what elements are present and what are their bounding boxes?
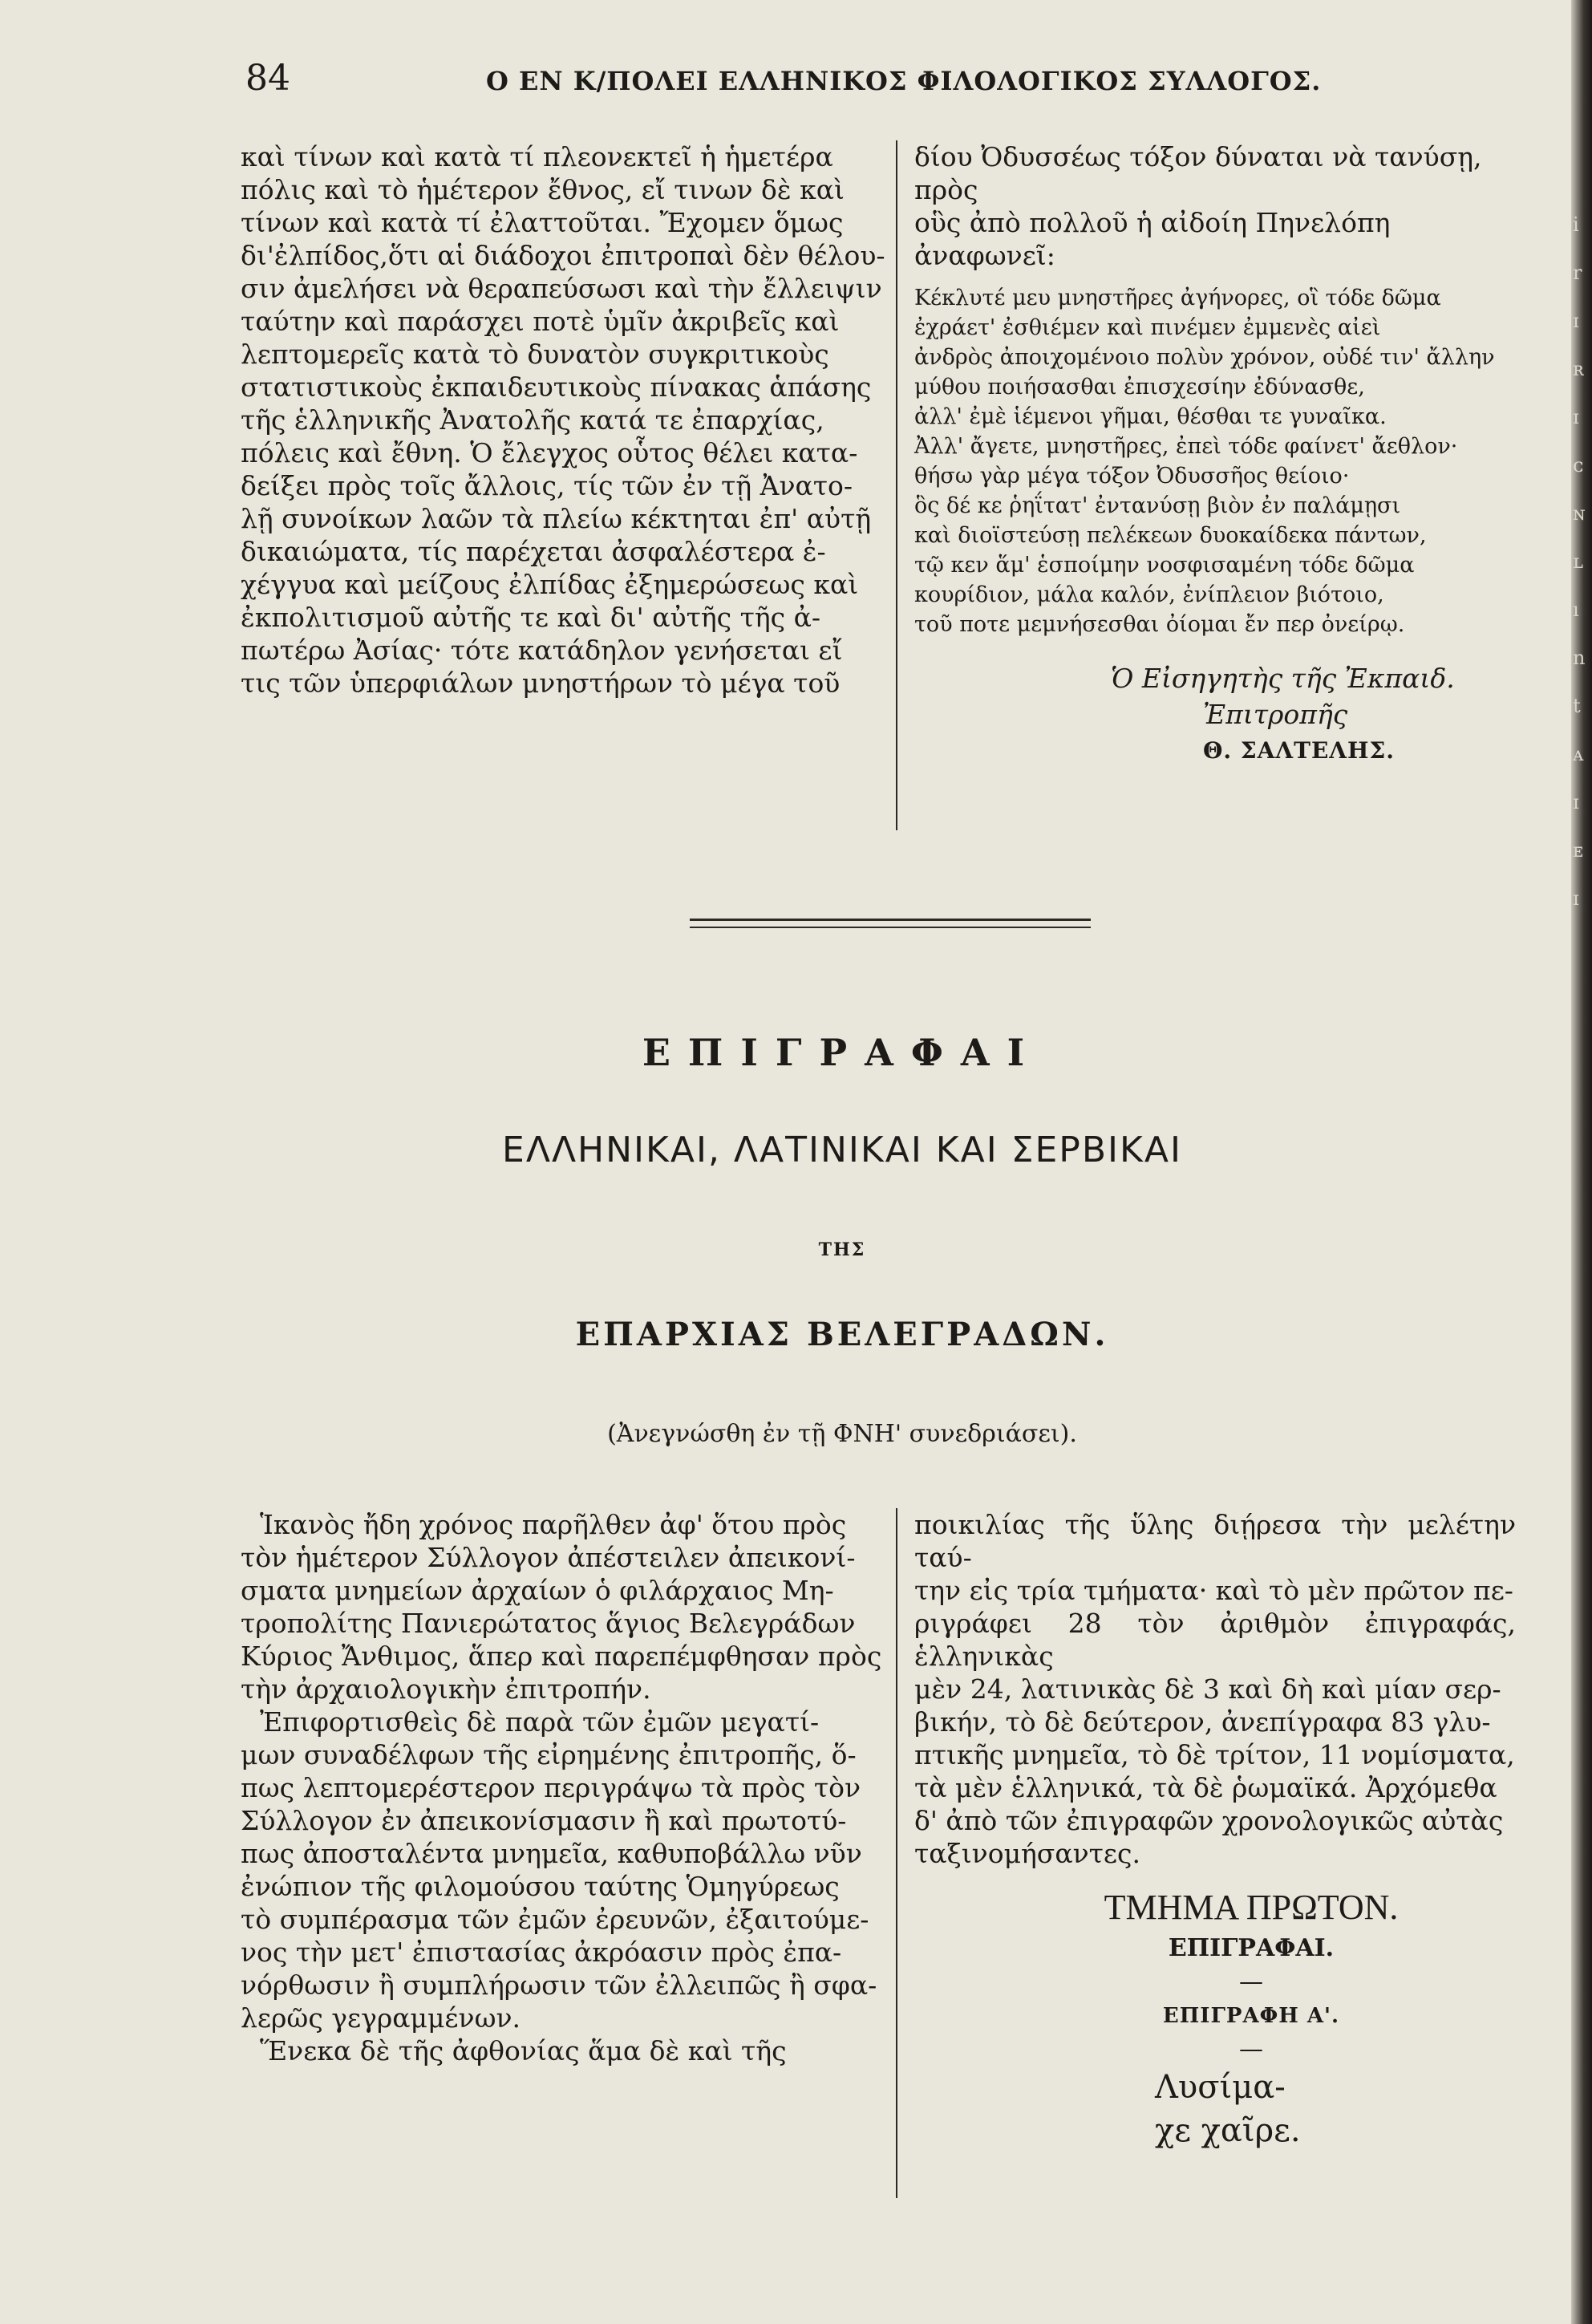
text-line: καὶ τίνων καὶ κατὰ τί πλεονεκτεῖ ἡ ἡμετέρα [241,141,833,172]
signature-block [914,660,1516,769]
text-line: ποικιλίας τῆς ὕλης διῄρεσα τὴν μελέτην ταύ- [914,1509,1516,1573]
dash-separator: — [1239,1968,1263,1996]
text-line: ταύτην καὶ παράσχει ποτὲ ὑμῖν ἀκριβεῖς καὶ [241,306,840,337]
edge-mark: ɴ [1573,502,1586,525]
text-line: ριγράφει 28 τὸν ἀριθμὸν ἐπιγραφάς, ἑλληνικὰς [914,1608,1516,1672]
column-divider [896,1508,897,2198]
text-line: τροπολίτης Πανιερώτατος ἅγιος Βελεγράδων [241,1608,856,1639]
edge-mark: t [1573,695,1581,717]
text-line: τὴν ἀρχαιολογικὴν ἐπιτροπήν. [241,1673,651,1705]
edge-mark: ı [1573,598,1579,621]
text-line: Σύλλογον ἐν ἀπεικονίσμασιν ἢ καὶ πρωτοτύ- [241,1805,847,1836]
signature-committee: Ἐπιτροπῆς [1203,699,1348,730]
edge-mark: ᴇ [1573,839,1584,862]
text-line: Ἱκανὸς ἤδη χρόνος παρῆλθεν ἀφ' ὅτου πρὸς [260,1509,847,1540]
text-line: την εἰς τρία τμήματα· καὶ τὸ μὲν πρῶτον πε- [914,1575,1513,1606]
text-line: τὰ μὲν ἑλληνικά, τὰ δὲ ῥωμαϊκά. Ἀρχόμεθα [914,1772,1497,1803]
text-line: σιν ἀμελήσει νὰ θεραπεύσωσι καὶ τὴν ἔλλειψιν [241,273,882,304]
verse-line: Ἀλλ' ἄγετε, μνηστῆρες, ἐπεὶ τόδε φαίνετ' ἄεθλον· [914,434,1458,459]
article-connector: ΤΗΣ [818,1239,866,1260]
edge-mark: r [1573,262,1582,284]
verse-line: ἀλλ' ἐμὲ ἱέμενοι γῆμαι, θέσθαι τε γυναῖκα. [914,404,1387,429]
verse-line: κουρίδιον, μάλα καλόν, ἐνίπλειον βιότοιο, [914,582,1384,607]
verse-line: ἐχράετ' ἐσθιέμεν καὶ πινέμεν ἐμμενὲς αἰεὶ [914,315,1381,340]
edge-mark: ɪ [1573,791,1579,813]
text-line: τῆς ἑλληνικῆς Ἀνατολῆς κατά τε ἐπαρχίας, [241,404,824,436]
signature-name: Θ. ΣΑΛΤΕΛΗΣ. [1203,737,1396,764]
verse-line: θήσω γὰρ μέγα τόξον Ὀδυσσῆος θείοιο· [914,464,1350,489]
section-subtitle: ΕΠΙΓΡΑΦΑΙ. [1168,1934,1335,1962]
text-line: πτικῆς μνημεῖα, τὸ δὲ τρίτον, 11 νομίσματα, [914,1739,1515,1770]
text-line: πωτέρω Ἀσίας· τότε κατάδηλον γενήσεται εἴ [241,635,843,666]
text-line: ταξινομήσαντες. [914,1838,1140,1869]
text-line: στατιστικοὺς ἐκπαιδευτικοὺς πίνακας ἁπάσης [241,371,872,403]
text-line: μὲν 24, λατινικὰς δὲ 3 καὶ δὴ καὶ μίαν σερ- [914,1673,1501,1705]
edge-mark: i [1573,213,1579,236]
text-line: δι'ἐλπίδος,ὅτι αἱ διάδοχοι ἐπιτροπαὶ δὲν θέλου- [241,240,885,271]
text-line: πόλεις καὶ ἔθνη. Ὁ ἔλεγχος οὗτος θέλει κατα- [241,437,858,468]
text-line: τὸν ἡμέτερον Σύλλογον ἀπέστειλεν ἀπεικονί- [241,1542,856,1573]
section-title: ΤΜΗΜΑ ΠΡΩΤΟΝ. [1104,1888,1399,1927]
facing-page-edge [1571,0,1592,2324]
text-line: δικαιώματα, τίς παρέχεται ἀσφαλέστερα ἐ- [241,536,826,567]
signature-role: Ὁ Εἰσηγητὴς τῆς Ἐκπαιδ. [1111,663,1455,694]
text-line: νόρθωσιν ἢ συμπλήρωσιν τῶν ἐλλειπῶς ἢ σφα- [241,1969,877,2001]
bottom-right-column [914,1508,1516,2152]
inscription-line: χε χαῖρε. [1155,2112,1301,2149]
text-line: μων συναδέλφων τῆς εἰρημένης ἐπιτροπῆς, ὅ- [241,1739,857,1770]
edge-mark: ʟ [1573,550,1584,573]
column-divider [896,140,897,830]
text-line: πως λεπτομερέστερον περιγράψω τὰ πρὸς τὸν [241,1772,861,1803]
verse-line: ἀνδρὸς ἀποιχομένοιο πολὺν χρόνον, οὐδέ τιν' ἄλλην [914,345,1495,370]
text-line: ἐνώπιον τῆς φιλομούσου ταύτης Ὁμηγύρεως [241,1871,840,1902]
reading-note: (Ἀνεγνώσθη ἐν τῇ ΦΝΗ' συνεδριάσει). [607,1420,1077,1448]
text-line: πόλις καὶ τὸ ἡμέτερον ἔθνος, εἴ τινων δὲ καὶ [241,174,845,205]
article-subtitle: ΕΛΛΗΝΙΚΑΙ, ΛΑΤΙΝΙΚΑΙ ΚΑΙ ΣΕΡΒΙΚΑΙ [502,1130,1182,1170]
homeric-verse [914,283,1516,639]
text-line: Ἐπιφορτισθεὶς δὲ παρὰ τῶν ἐμῶν μεγατί- [260,1706,820,1738]
edge-mark: ɪ [1573,406,1579,428]
text-line: δ' ἀπὸ τῶν ἐπιγραφῶν χρονολογικῶς αὐτὰς [914,1805,1504,1836]
section-rule [690,919,1091,921]
text-line: βικήν, τὸ δὲ δεύτερον, ἀνεπίγραφα 83 γλυ- [914,1706,1491,1738]
text-line: δείξει πρὸς τοῖς ἄλλοις, τίς τῶν ἐν τῇ Ἀνατο- [241,470,853,501]
verse-line: ὃς δέ κε ῥηΐτατ' ἐντανύσῃ βιὸν ἐν παλάμῃσι [914,493,1401,518]
text-line: Ἕνεκα δὲ τῆς ἀφθονίας ἅμα δὲ καὶ τῆς [260,2035,787,2066]
page-number: 84 [245,58,290,99]
inscription-title: ΕΠΙΓΡΑΦΗ Α'. [1162,2004,1340,2028]
verse-line: Κέκλυτέ μευ μνηστῆρες ἀγήνορες, οἳ τόδε δῶμα [914,286,1441,310]
verse-line: τοῦ ποτε μεμνήσεσθαι ὀίομαι ἔν περ ὀνείρῳ. [914,612,1405,637]
edge-marks [1573,201,1590,923]
top-right-column [914,140,1516,769]
running-head [245,58,1352,106]
text-line: σματα μνημείων ἀρχαίων ὁ φιλάρχαιος Μη- [241,1575,834,1606]
verse-line: τῷ κεν ἅμ' ἑσποίμην νοσφισαμένη τόδε δῶμα [914,553,1415,578]
verse-line: καὶ διοϊστεύσῃ πελέκεων δυοκαίδεκα πάντων, [914,523,1427,548]
bottom-left-column [241,1508,886,2067]
text-line: τὸ συμπέρασμα τῶν ἐμῶν ἐρευνῶν, ἐξαιτούμε- [241,1904,869,1935]
edge-mark: ʀ [1573,358,1584,380]
edge-mark: ᴄ [1573,454,1584,477]
text-line: λεπτομερεῖς κατὰ τὸ δυνατὸν συγκριτικοὺς [241,339,829,370]
text-line: Κύριος Ἄνθιμος, ἅπερ καὶ παρεπέμφθησαν πρὸς [241,1641,882,1672]
edge-mark: ɪ [1573,887,1579,910]
top-left-column [241,140,886,700]
text-line: οὓς ἀπὸ πολλοῦ ἡ αἰδοίη Πηνελόπη ἀναφωνεῖ: [914,207,1391,271]
dash-separator: — [1239,2035,1263,2063]
text-line: λῇ συνοίκων λαῶν τὰ πλείω κέκτηται ἐπ' αὐτῇ [241,503,872,534]
text-line: νος τὴν μετ' ἐπιστασίας ἀκρόασιν πρὸς ἐπα- [241,1937,842,1968]
text-line: δίου Ὀδυσσέως τόξον δύναται νὰ τανύσῃ, πρὸς [914,141,1482,205]
journal-title: Ο ΕΝ Κ/ΠΟΛΕΙ ΕΛΛΗΝΙΚΟΣ ΦΙΛΟΛΟΓΙΚΟΣ ΣΥΛΛΟΓΟΣ. [486,66,1322,96]
section-rule [690,927,1091,928]
text-line: πως ἀποσταλέντα μνημεῖα, καθυποβάλλω νῦν [241,1838,862,1869]
text-line: ἐκπολιτισμοῦ αὐτῆς τε καὶ δι' αὐτῆς τῆς ἀ- [241,602,821,633]
inscription-line: Λυσίμα- [1155,2069,1286,2106]
edge-mark: ᴀ [1573,743,1584,765]
article-eparchy: ΕΠΑΡΧΙΑΣ ΒΕΛΕΓΡΑΔΩΝ. [575,1316,1109,1353]
text-line: λερῶς γεγραμμένων. [241,2002,521,2034]
text-line: χέγγυα καὶ μείζους ἐλπίδας ἐξημερώσεως καὶ [241,569,859,600]
text-line: τίνων καὶ κατὰ τί ἐλαττοῦται. Ἔχομεν ὅμως [241,207,844,238]
edge-mark: ɪ [1573,310,1579,332]
article-title: ΕΠΙΓΡΑΦΑΙ [642,1031,1043,1074]
text-line: τις τῶν ὑπερφιάλων μνηστήρων τὸ μέγα τοῦ [241,667,841,699]
verse-line: μύθου ποιήσασθαι ἐπισχεσίην ἐδύνασθε, [914,375,1365,400]
edge-mark: n [1573,647,1586,669]
